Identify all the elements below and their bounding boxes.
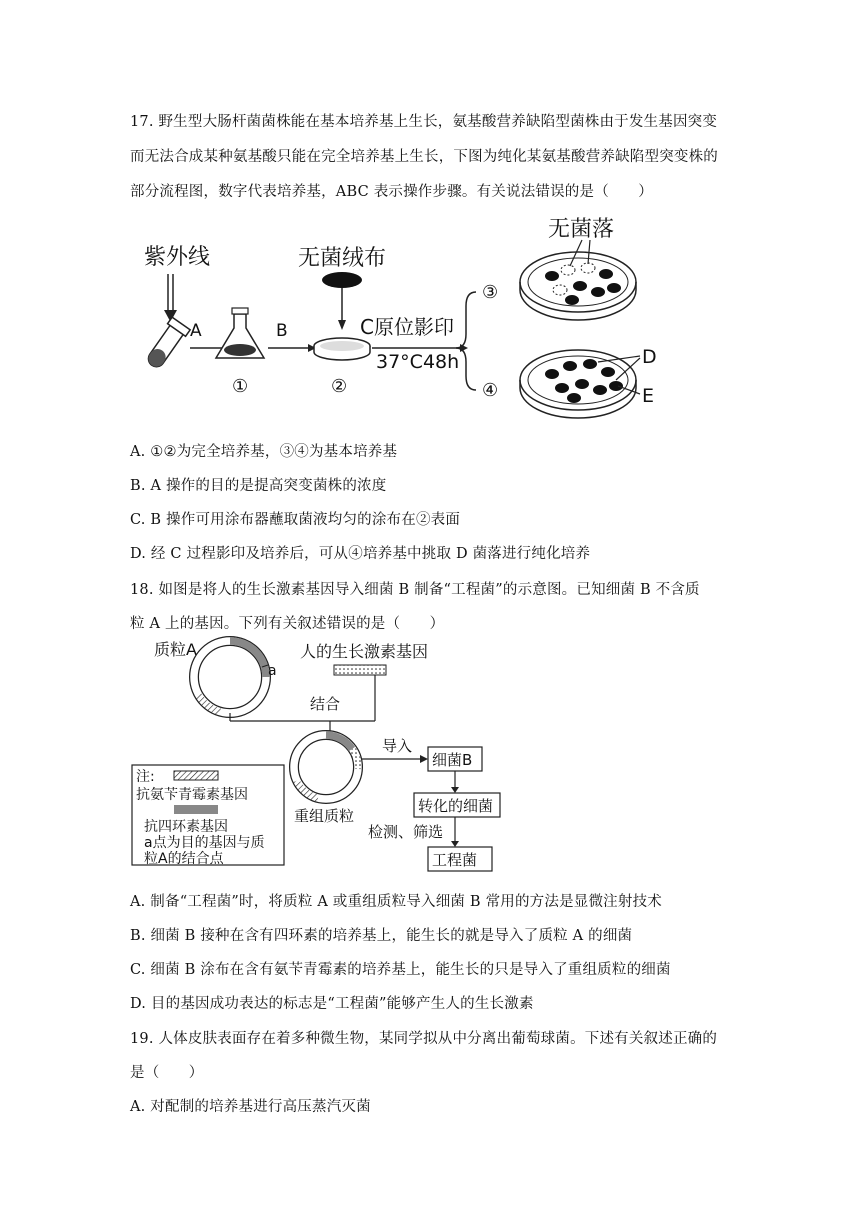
legend-point-1: a点为目的基因与质: [144, 835, 265, 851]
tet-resistance-swatch: [174, 805, 218, 814]
test-tube-icon: [143, 317, 190, 371]
medium-3-label: ③: [482, 282, 499, 303]
point-a-label: a: [268, 663, 277, 679]
engineered-label: 工程菌: [432, 851, 478, 869]
colony-d-label: D: [642, 346, 657, 368]
q17-option-c: C. B 操作可用涂布器蘸取菌液均匀的涂布在②表面: [130, 512, 461, 528]
import-label: 导入: [382, 737, 413, 755]
q17-figure: [130, 210, 690, 420]
q17-stem-line-2: 而无法合成某种氨基酸只能在完全培养基上生长，下图为纯化某氨基酸营养缺陷型突变株的: [130, 149, 718, 165]
combine-label: 结合: [310, 695, 341, 713]
q17-stem-line-1: 17. 野生型大肠杆菌菌株能在基本培养基上生长，氨基酸营养缺陷型菌株由于发生基因突变: [130, 114, 718, 130]
step-c-label: C原位影印: [360, 315, 454, 339]
q19-option-a: A. 对配制的培养基进行高压蒸汽灭菌: [130, 1099, 371, 1115]
condition-label: 37°C48h: [376, 351, 460, 373]
colony-e-label: E: [642, 385, 655, 407]
bacteria-b-label: 细菌B: [432, 751, 473, 769]
amp-resistance-swatch: [174, 771, 218, 780]
no-colony-label: 无菌落: [548, 217, 615, 242]
legend-point-2: 粒A的结合点: [144, 851, 224, 867]
step-b-label: B: [276, 321, 288, 341]
transformed-label: 转化的细菌: [418, 797, 494, 815]
q18-figure: [130, 635, 530, 875]
q18-option-a: A. 制备“工程菌”时，将质粒 A 或重组质粒导入细菌 B 常用的方法是显微注射技术: [130, 894, 662, 910]
plasmid-a-label: 质粒A: [154, 640, 197, 659]
recombinant-plasmid-icon: [294, 735, 358, 799]
q19-stem-line-2: 是（ ）: [130, 1065, 204, 1081]
q18-stem-line-1: 18. 如图是将人的生长激素基因导入细菌 B 制备“工程菌”的示意图。已知细菌 B 不含质: [130, 582, 700, 598]
uv-label: 紫外线: [144, 245, 211, 270]
velvet-label: 无菌绒布: [298, 246, 387, 271]
q17-stem-line-3: 部分流程图，数字代表培养基，ABC 表示操作步骤。有关说法错误的是（ ）: [130, 184, 653, 200]
q17-option-a: A. ①②为完全培养基，③④为基本培养基: [130, 444, 398, 460]
q19-stem-line-1: 19. 人体皮肤表面存在着多种微生物，某同学拟从中分离出葡萄球菌。下述有关叙述正确的: [130, 1031, 718, 1047]
step-a-label: A: [190, 321, 202, 341]
q17-option-b: B. A 操作的目的是提高突变菌株的浓度: [130, 478, 387, 494]
medium-2-label: ②: [331, 376, 348, 397]
q18-stem-line-2: 粒 A 上的基因。下列有关叙述错误的是（ ）: [130, 616, 445, 632]
flask-icon: [216, 308, 264, 358]
plate-2-icon: [314, 338, 370, 360]
q17-option-d: D. 经 C 过程影印及培养后，可从④培养基中挑取 D 菌落进行纯化培养: [130, 546, 591, 562]
legend-amp: 抗氨苄青霉素基因: [136, 787, 248, 803]
plate-4-icon: [520, 350, 636, 418]
plasmid-a-icon: [194, 641, 266, 713]
legend-tet: 抗四环素基因: [144, 819, 228, 835]
legend-title: 注:: [136, 769, 155, 785]
gh-gene-icon: [334, 665, 386, 675]
gh-gene-label: 人的生长激素基因: [300, 642, 429, 661]
recombinant-label: 重组质粒: [294, 807, 355, 825]
medium-4-label: ④: [482, 380, 499, 401]
velvet-icon: [322, 272, 362, 288]
plate-3-icon: [520, 252, 636, 320]
screen-label: 检测、筛选: [368, 823, 444, 841]
q18-option-b: B. 细菌 B 接种在含有四环素的培养基上，能生长的就是导入了质粒 A 的细菌: [130, 928, 633, 944]
legend: [132, 765, 284, 867]
medium-1-label: ①: [232, 376, 249, 397]
q18-option-c: C. 细菌 B 涂布在含有氨苄青霉素的培养基上，能生长的只是导入了重组质粒的细菌: [130, 962, 671, 978]
q18-option-d: D. 目的基因成功表达的标志是“工程菌”能够产生人的生长激素: [130, 996, 534, 1012]
